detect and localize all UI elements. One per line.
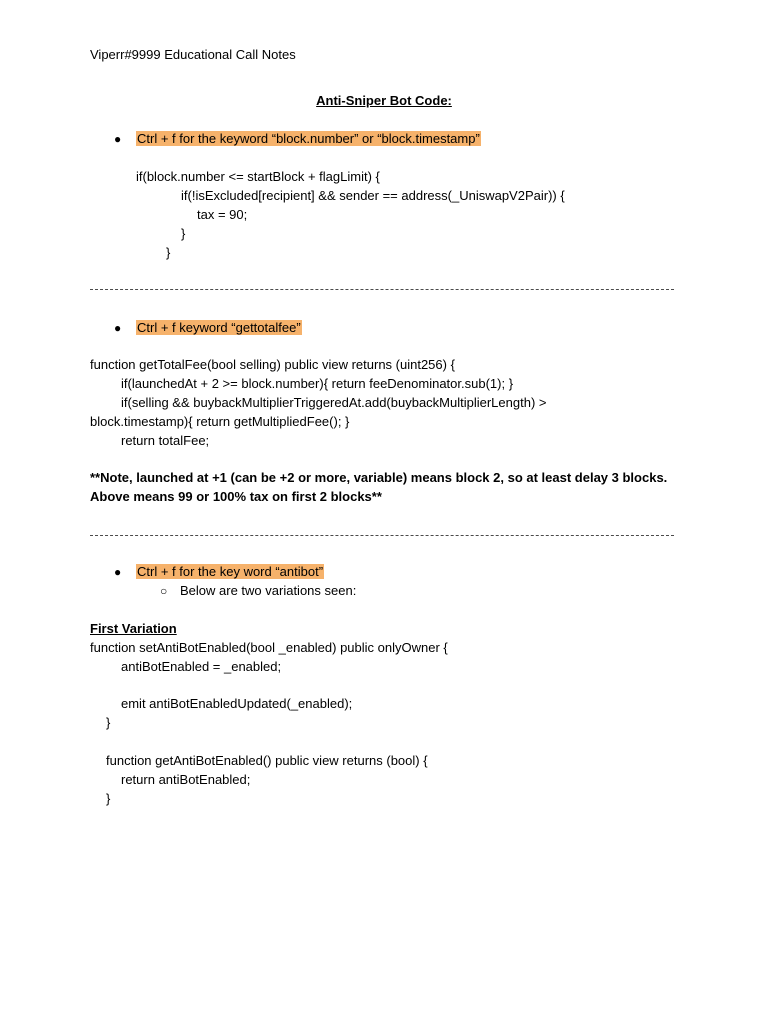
code-line: tax = 90; xyxy=(197,207,248,222)
variation-label: First Variation xyxy=(90,621,177,636)
sub-bullet-item xyxy=(160,581,356,600)
divider xyxy=(90,289,674,290)
bullet-item-gettotalfee xyxy=(114,318,302,337)
bullet-item-antibot xyxy=(114,562,324,581)
highlighted-text: Ctrl + f for the key word “antibot” xyxy=(137,564,324,579)
code-line: function getAntiBotEnabled() public view returns (bool) { xyxy=(106,753,428,768)
hollow-circle-icon: ○ xyxy=(160,583,168,598)
code-line: block.timestamp){ return getMultipliedFee(); } xyxy=(90,414,350,429)
bullet-dot-icon: ● xyxy=(114,320,122,335)
code-line: if(block.number <= startBlock + flagLimit) { xyxy=(136,169,380,184)
code-line: function setAntiBotEnabled(bool _enabled) public onlyOwner { xyxy=(90,640,448,655)
code-line: if(selling && buybackMultiplierTriggeredAt.add(buybackMultiplierLength) > xyxy=(121,395,547,410)
code-line: } xyxy=(166,245,171,260)
document-title: Anti-Sniper Bot Code: xyxy=(316,93,452,108)
code-line: antiBotEnabled = _enabled; xyxy=(121,659,282,674)
code-line: return antiBotEnabled; xyxy=(121,772,251,787)
note-paragraph: **Note, launched at +1 (can be +2 or more, variable) means block 2, so at least delay 3 blocks. Above means 99 or 100% tax on first 2 blocks** xyxy=(90,470,668,504)
code-line: emit antiBotEnabledUpdated(_enabled); xyxy=(121,696,353,711)
highlighted-text: Ctrl + f for the keyword “block.number” or “block.timestamp” xyxy=(137,131,480,146)
highlighted-text: Ctrl + f keyword “gettotalfee” xyxy=(137,320,301,335)
bullet-dot-icon: ● xyxy=(114,564,122,579)
code-line: if(!isExcluded[recipient] && sender == address(_UniswapV2Pair)) { xyxy=(181,188,565,203)
sub-bullet-text: Below are two variations seen: xyxy=(180,583,357,598)
document-header: Viperr#9999 Educational Call Notes xyxy=(90,47,296,62)
code-line: } xyxy=(106,791,111,806)
code-line: } xyxy=(106,715,111,730)
bullet-dot-icon: ● xyxy=(114,131,122,146)
bullet-item-block-number xyxy=(114,129,481,148)
code-line: return totalFee; xyxy=(121,433,210,448)
code-line: if(launchedAt + 2 >= block.number){ return feeDenominator.sub(1); } xyxy=(121,376,514,391)
code-line: } xyxy=(181,226,186,241)
code-line: function getTotalFee(bool selling) public view returns (uint256) { xyxy=(90,357,455,372)
divider xyxy=(90,535,674,536)
